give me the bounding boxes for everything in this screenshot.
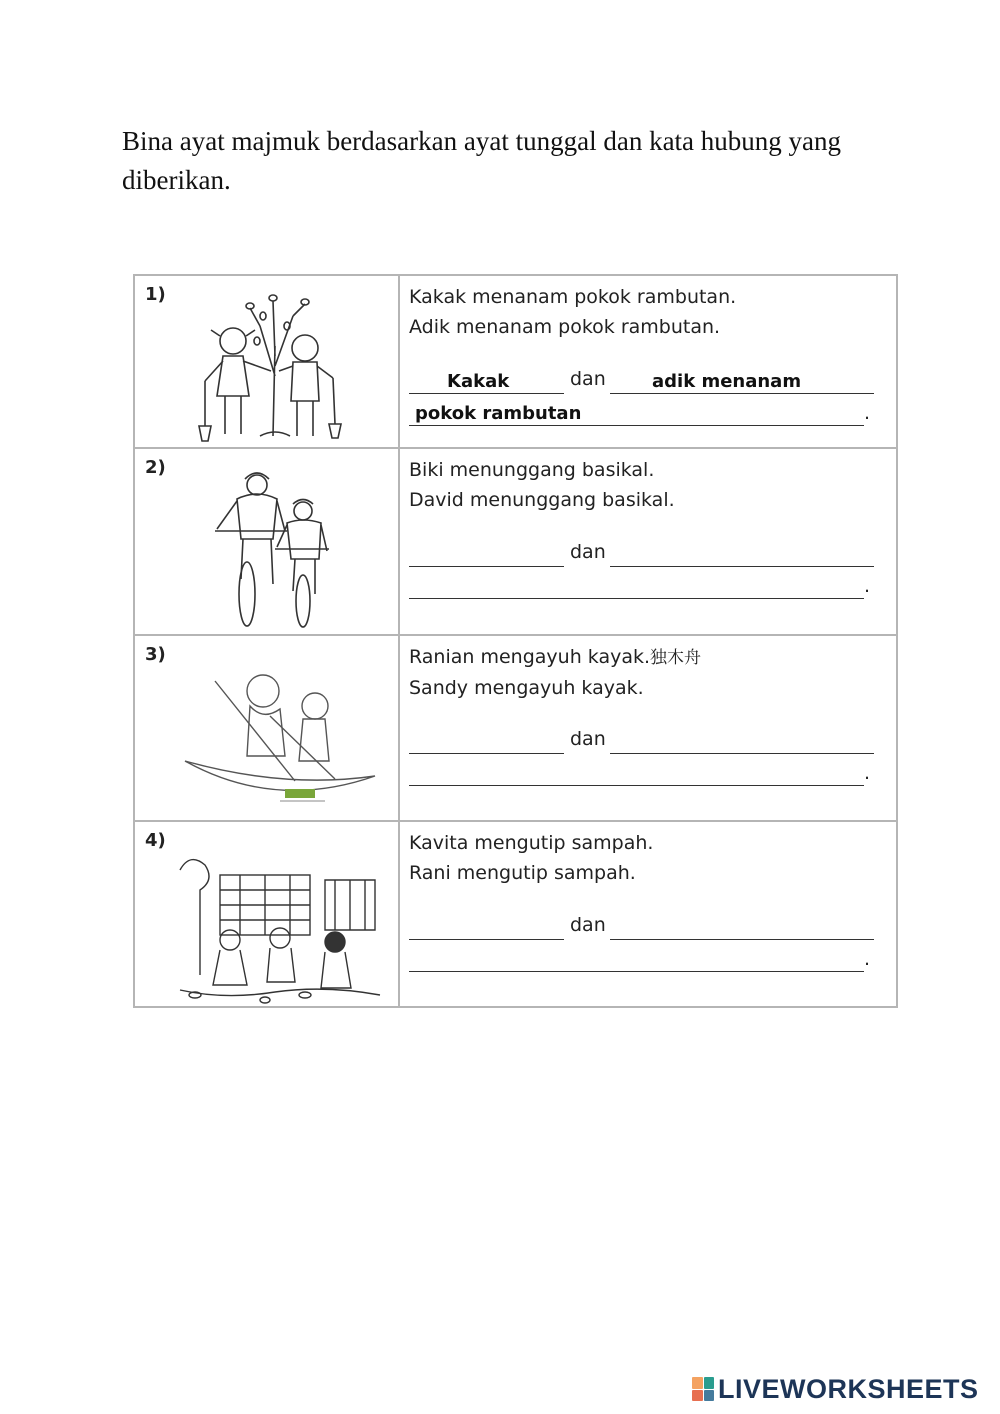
end-mark: . — [864, 762, 871, 784]
picture-cell — [134, 821, 399, 1007]
litter-picking-illustration — [175, 850, 385, 1010]
table-row — [134, 821, 897, 1007]
logo-text: LIVEWORKSHEETS — [718, 1373, 979, 1404]
picture-cell — [134, 275, 399, 448]
sentence-cell — [399, 635, 897, 821]
table-row — [134, 448, 897, 635]
picture-cell — [134, 635, 399, 821]
table-row — [134, 635, 897, 821]
single-sentence-1: Ranian mengayuh kayak.独木舟 — [409, 646, 702, 668]
answer-text: adik menanam — [652, 371, 802, 392]
sentence-cell — [399, 275, 897, 448]
picture-cell — [134, 448, 399, 635]
answer-line-1[interactable] — [409, 366, 564, 394]
logo-mark-icon — [692, 1377, 714, 1401]
answer-line-3[interactable] — [409, 944, 864, 972]
sentence-cell — [399, 821, 897, 1007]
item-number: 4) — [145, 830, 166, 851]
answer-line-3[interactable] — [409, 571, 864, 599]
item-number: 1) — [145, 284, 166, 305]
answer-line-3[interactable] — [409, 398, 864, 426]
single-sentence-2: David menunggang basikal. — [409, 489, 675, 511]
single-sentence-1: Biki menunggang basikal. — [409, 459, 655, 481]
item-number: 3) — [145, 644, 166, 665]
single-sentence-1: Kavita mengutip sampah. — [409, 832, 654, 854]
answer-line-2[interactable] — [610, 726, 874, 754]
single-sentence-2: Adik menanam pokok rambutan. — [409, 316, 721, 338]
answer-text: Kakak — [447, 371, 510, 392]
answer-line-1[interactable] — [409, 539, 564, 567]
liveworksheets-logo — [692, 1374, 979, 1404]
connector-word: dan — [570, 914, 606, 936]
chinese-annotation: 独木舟 — [650, 648, 702, 668]
connector-word: dan — [570, 368, 606, 390]
end-mark: . — [864, 402, 871, 424]
answer-line-2[interactable] — [610, 366, 874, 394]
kayak-illustration — [175, 661, 385, 821]
end-mark: . — [864, 575, 871, 597]
answer-text: pokok rambutan — [415, 403, 582, 424]
connector-word: dan — [570, 728, 606, 750]
item-number: 2) — [145, 457, 166, 478]
single-sentence-2: Rani mengutip sampah. — [409, 862, 636, 884]
answer-line-1[interactable] — [409, 912, 564, 940]
answer-line-3[interactable] — [409, 758, 864, 786]
end-mark: . — [864, 948, 871, 970]
instruction-text: Bina ayat majmuk berdasarkan ayat tunggal dan kata hubung yang diberikan. — [122, 126, 842, 195]
connector-word: dan — [570, 541, 606, 563]
tree-planting-illustration — [175, 286, 385, 446]
answer-line-2[interactable] — [610, 912, 874, 940]
sentence-cell — [399, 448, 897, 635]
single-sentence-1: Kakak menanam pokok rambutan. — [409, 286, 737, 308]
single-sentence-2: Sandy mengayuh kayak. — [409, 677, 644, 699]
worksheet-table — [133, 274, 898, 1008]
answer-line-2[interactable] — [610, 539, 874, 567]
answer-line-1[interactable] — [409, 726, 564, 754]
table-row — [134, 275, 897, 448]
cyclists-illustration — [175, 459, 385, 629]
